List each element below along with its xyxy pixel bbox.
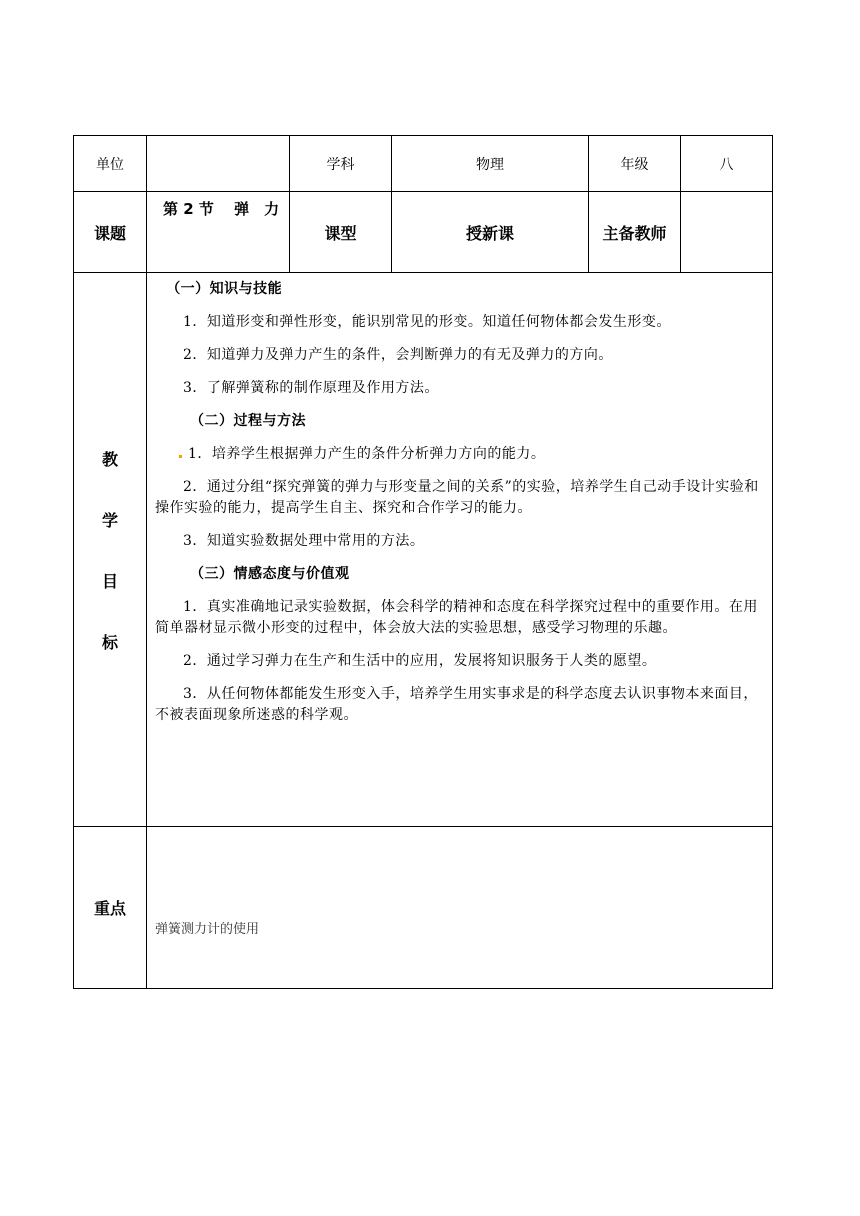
objective-item: 2．知道弹力及弹力产生的条件，会判断弹力的有无及弹力的方向。 <box>183 347 613 363</box>
unit-label: 单位 <box>74 136 147 192</box>
focus-row <box>74 827 773 989</box>
section-title: （三）情感态度与价值观 <box>190 566 350 582</box>
header-row <box>74 136 773 192</box>
section-title: （二）过程与方法 <box>190 413 306 429</box>
objective-item: 2．通过学习弹力在生产和生活中的应用，发展将知识服务于人类的愿望。 <box>183 653 657 669</box>
unit-value <box>147 136 290 192</box>
grade-value: 八 <box>681 136 773 192</box>
objectives-label-char: 学 <box>101 510 118 530</box>
topic-value: 第 2 节 弹 力 <box>147 192 290 273</box>
objectives-label <box>74 273 147 827</box>
objectives-label-char: 标 <box>101 632 118 652</box>
teacher-value <box>681 192 773 273</box>
focus-value: 弹簧测力计的使用 <box>147 827 773 989</box>
objectives-content <box>147 273 773 827</box>
lesson-plan-table <box>73 135 773 989</box>
objective-item: 3．了解弹簧称的制作原理及作用方法。 <box>183 380 439 396</box>
topic-label: 课题 <box>74 192 147 273</box>
objectives-label-char: 目 <box>101 571 118 591</box>
type-value: 授新课 <box>392 192 589 273</box>
focus-label: 重点 <box>74 827 147 989</box>
objectives-label-char: 教 <box>101 449 118 469</box>
objective-item: 1．真实准确地记录实验数据，体会科学的精神和态度在科学探究过程中的重要作用。在用简单器材显示微小形变的过程中，体会放大法的实验思想，感受学习物理的乐趣。 <box>155 599 758 636</box>
objective-item-with-marker <box>155 444 764 465</box>
objective-item: 3．从任何物体都能发生形变入手，培养学生用实事求是的科学态度去认识事物本来面目，不被表面现象所迷惑的科学观。 <box>155 686 758 723</box>
objective-item: 1．知道形变和弹性形变，能识别常见的形变。知道任何物体都会发生形变。 <box>183 314 671 330</box>
section-title: （一）知识与技能 <box>166 281 283 297</box>
objective-item: 2．通过分组“探究弹簧的弹力与形变量之间的关系”的实验，培养学生自己动手设计实验和操作实验的能力，提高学生自主、探究和合作学习的能力。 <box>155 479 759 516</box>
objectives-row <box>74 273 773 827</box>
lesson-row <box>74 192 773 273</box>
grade-label: 年级 <box>589 136 681 192</box>
objective-item: 3．知道实验数据处理中常用的方法。 <box>183 533 425 549</box>
type-label: 课型 <box>290 192 392 273</box>
marker-dot-icon <box>179 455 182 458</box>
subject-label: 学科 <box>290 136 392 192</box>
objective-item-text: 1．培养学生根据弹力产生的条件分析弹力方向的能力。 <box>188 446 546 462</box>
subject-value: 物理 <box>392 136 589 192</box>
teacher-label: 主备教师 <box>589 192 681 273</box>
